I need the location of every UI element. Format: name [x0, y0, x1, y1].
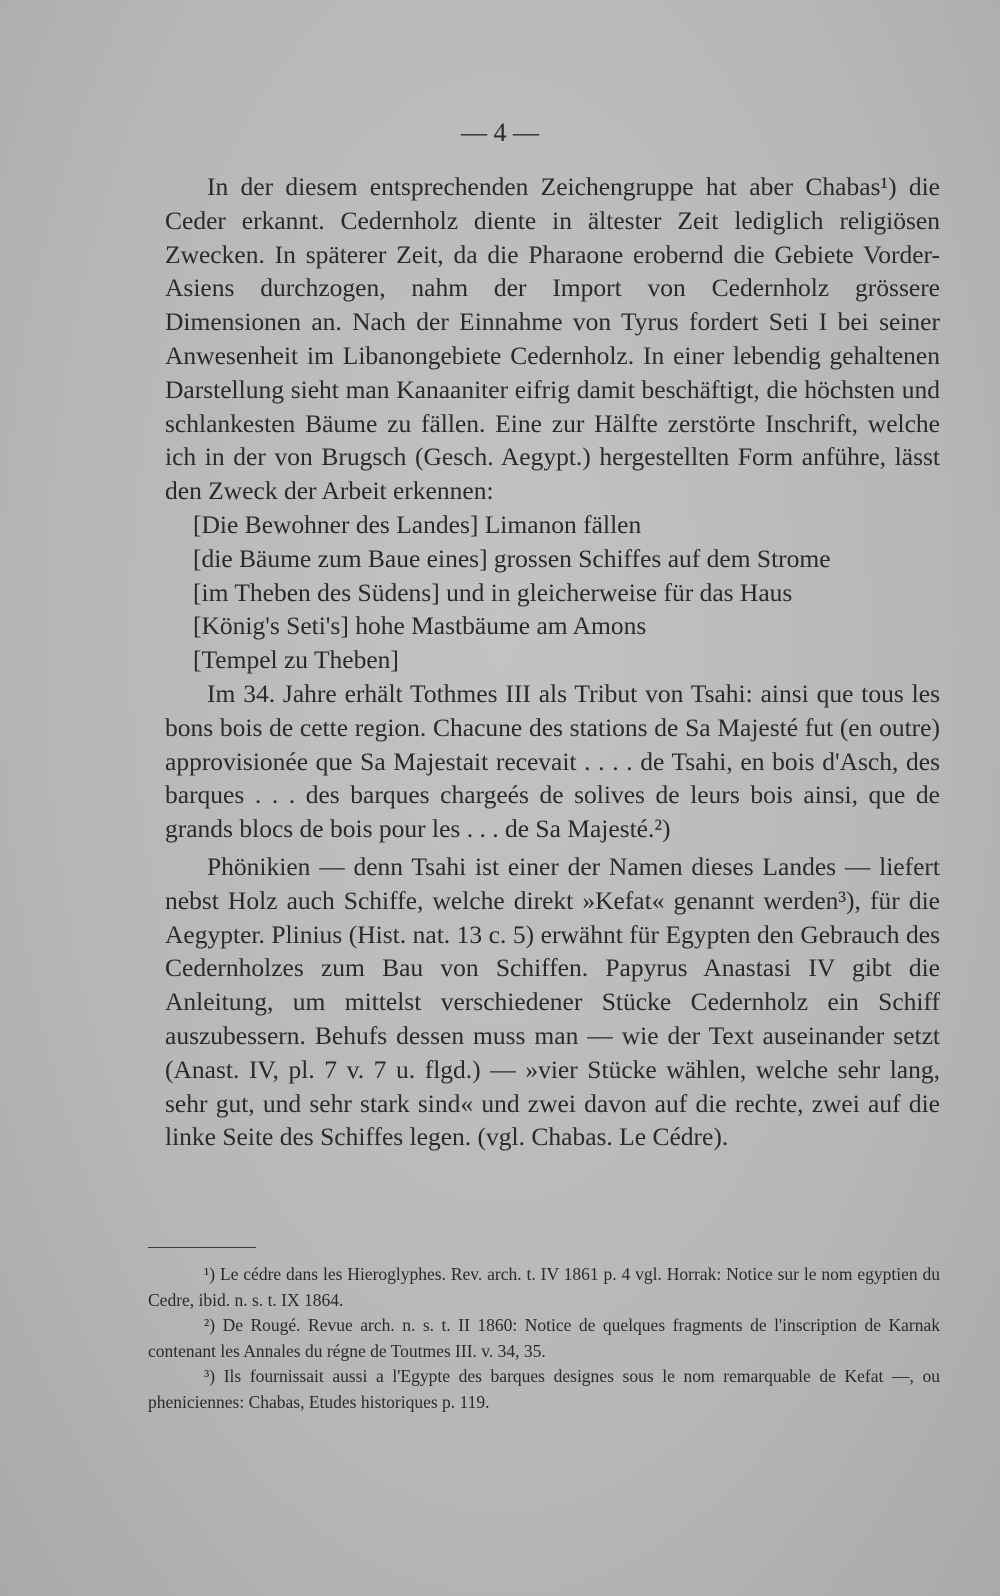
inscription-quote — [165, 508, 940, 677]
inscription-line: [Tempel zu Theben] — [193, 645, 399, 675]
paragraph-phoenicia: Phönikien — denn Tsahi ist einer der Namen dieses Landes — liefert nebst Holz auch Schiffe, welche direkt »Kefat« genannt werden³), für die Aegypter. Plinius (Hist. nat. 13 c. 5) erwähnt für Egypten den Gebrauch des Cedernholzes zum Bau von Schiffen. Papyrus Anastasi IV gibt die Anleitung, um mittelst verschiedener Stücke Cedernholz ein Schiff auszubessern. Behufs dessen muss man — wie der Text auseinander setzt (Anast. IV, pl. 7 v. 7 u. flgd.) — »vier Stücke wählen, welche sehr lang, sehr gut, und sehr stark sind« und zwei davon auf die rechte, zwei auf die linke Seite des Schiffes legen. (vgl. Chabas. Le Cédre). — [165, 851, 940, 1152]
inscription-line: [im Theben des Südens] und in gleicherweise für das Haus — [193, 577, 793, 607]
page-number: — 4 — — [461, 118, 539, 147]
paragraph-cedar: In der diesem entsprechenden Zeichengruppe hat aber Chabas¹) die Ceder erkannt. Cedernholz diente in ältester Zeit lediglich religiösen Zwecken. In späterer Zeit, da die Pharaone erobernd die Gebiete Vorder-Asiens durchzogen, nahm der Import von Cedernholz grössere Dimensionen an. Nach der Einnahme von Tyrus fordert Seti I bei seiner Anwesenheit im Libanongebiete Cedernholz. In einer lebendig gehaltenen Darstellung sieht man Kanaaniter eifrig damit beschäftigt, die höchsten und schlankesten Bäume zu fällen. Eine zur Hälfte zerstörte Inschrift, welche ich in der von Brugsch (Gesch. Aegypt.) hergestellten Form anführe, lässt den Zweck der Arbeit erkennen: — [165, 172, 940, 506]
footnote: ³) Ils fournissait aussi a l'Egypte des barques designes sous le nom remarquable de Kefat —, ou pheniciennes: Chabas, Etudes historiques p. 119. — [148, 1366, 940, 1412]
paragraph-tribute: Im 34. Jahre erhält Tothmes III als Tribut von Tsahi: ainsi que tous les bons bois de cette region. Chacune des stations de Sa Majesté fut (en outre) approvisionée que Sa Majestait recevait . . . . de Tsahi, en bois d'Asch, des barques . . . des barques chargeés de solives de leurs bois ainsi, que de grands blocs de bois pour les . . . de Sa Majesté.²) — [165, 678, 940, 844]
main-text — [165, 170, 940, 1154]
footnotes — [148, 1262, 940, 1415]
footnote-divider — [148, 1247, 256, 1248]
inscription-line: [die Bäume zum Baue eines] grossen Schiffes auf dem Strome — [193, 543, 831, 573]
inscription-line: [König's Seti's] hohe Mastbäume am Amons — [193, 611, 647, 641]
footnote: ¹) Le cédre dans les Hieroglyphes. Rev. arch. t. IV 1861 p. 4 vgl. Horrak: Notice sur le nom egyptien du Cedre, ibid. n. s. t. IX 1864. — [148, 1264, 940, 1310]
footnote: ²) De Rougé. Revue arch. n. s. t. II 1860: Notice de quelques fragments de l'inscription de Karnak contenant les Annales du régne de Toutmes III. v. 34, 35. — [148, 1315, 940, 1361]
inscription-line: [Die Bewohner des Landes] Limanon fällen — [193, 509, 642, 539]
